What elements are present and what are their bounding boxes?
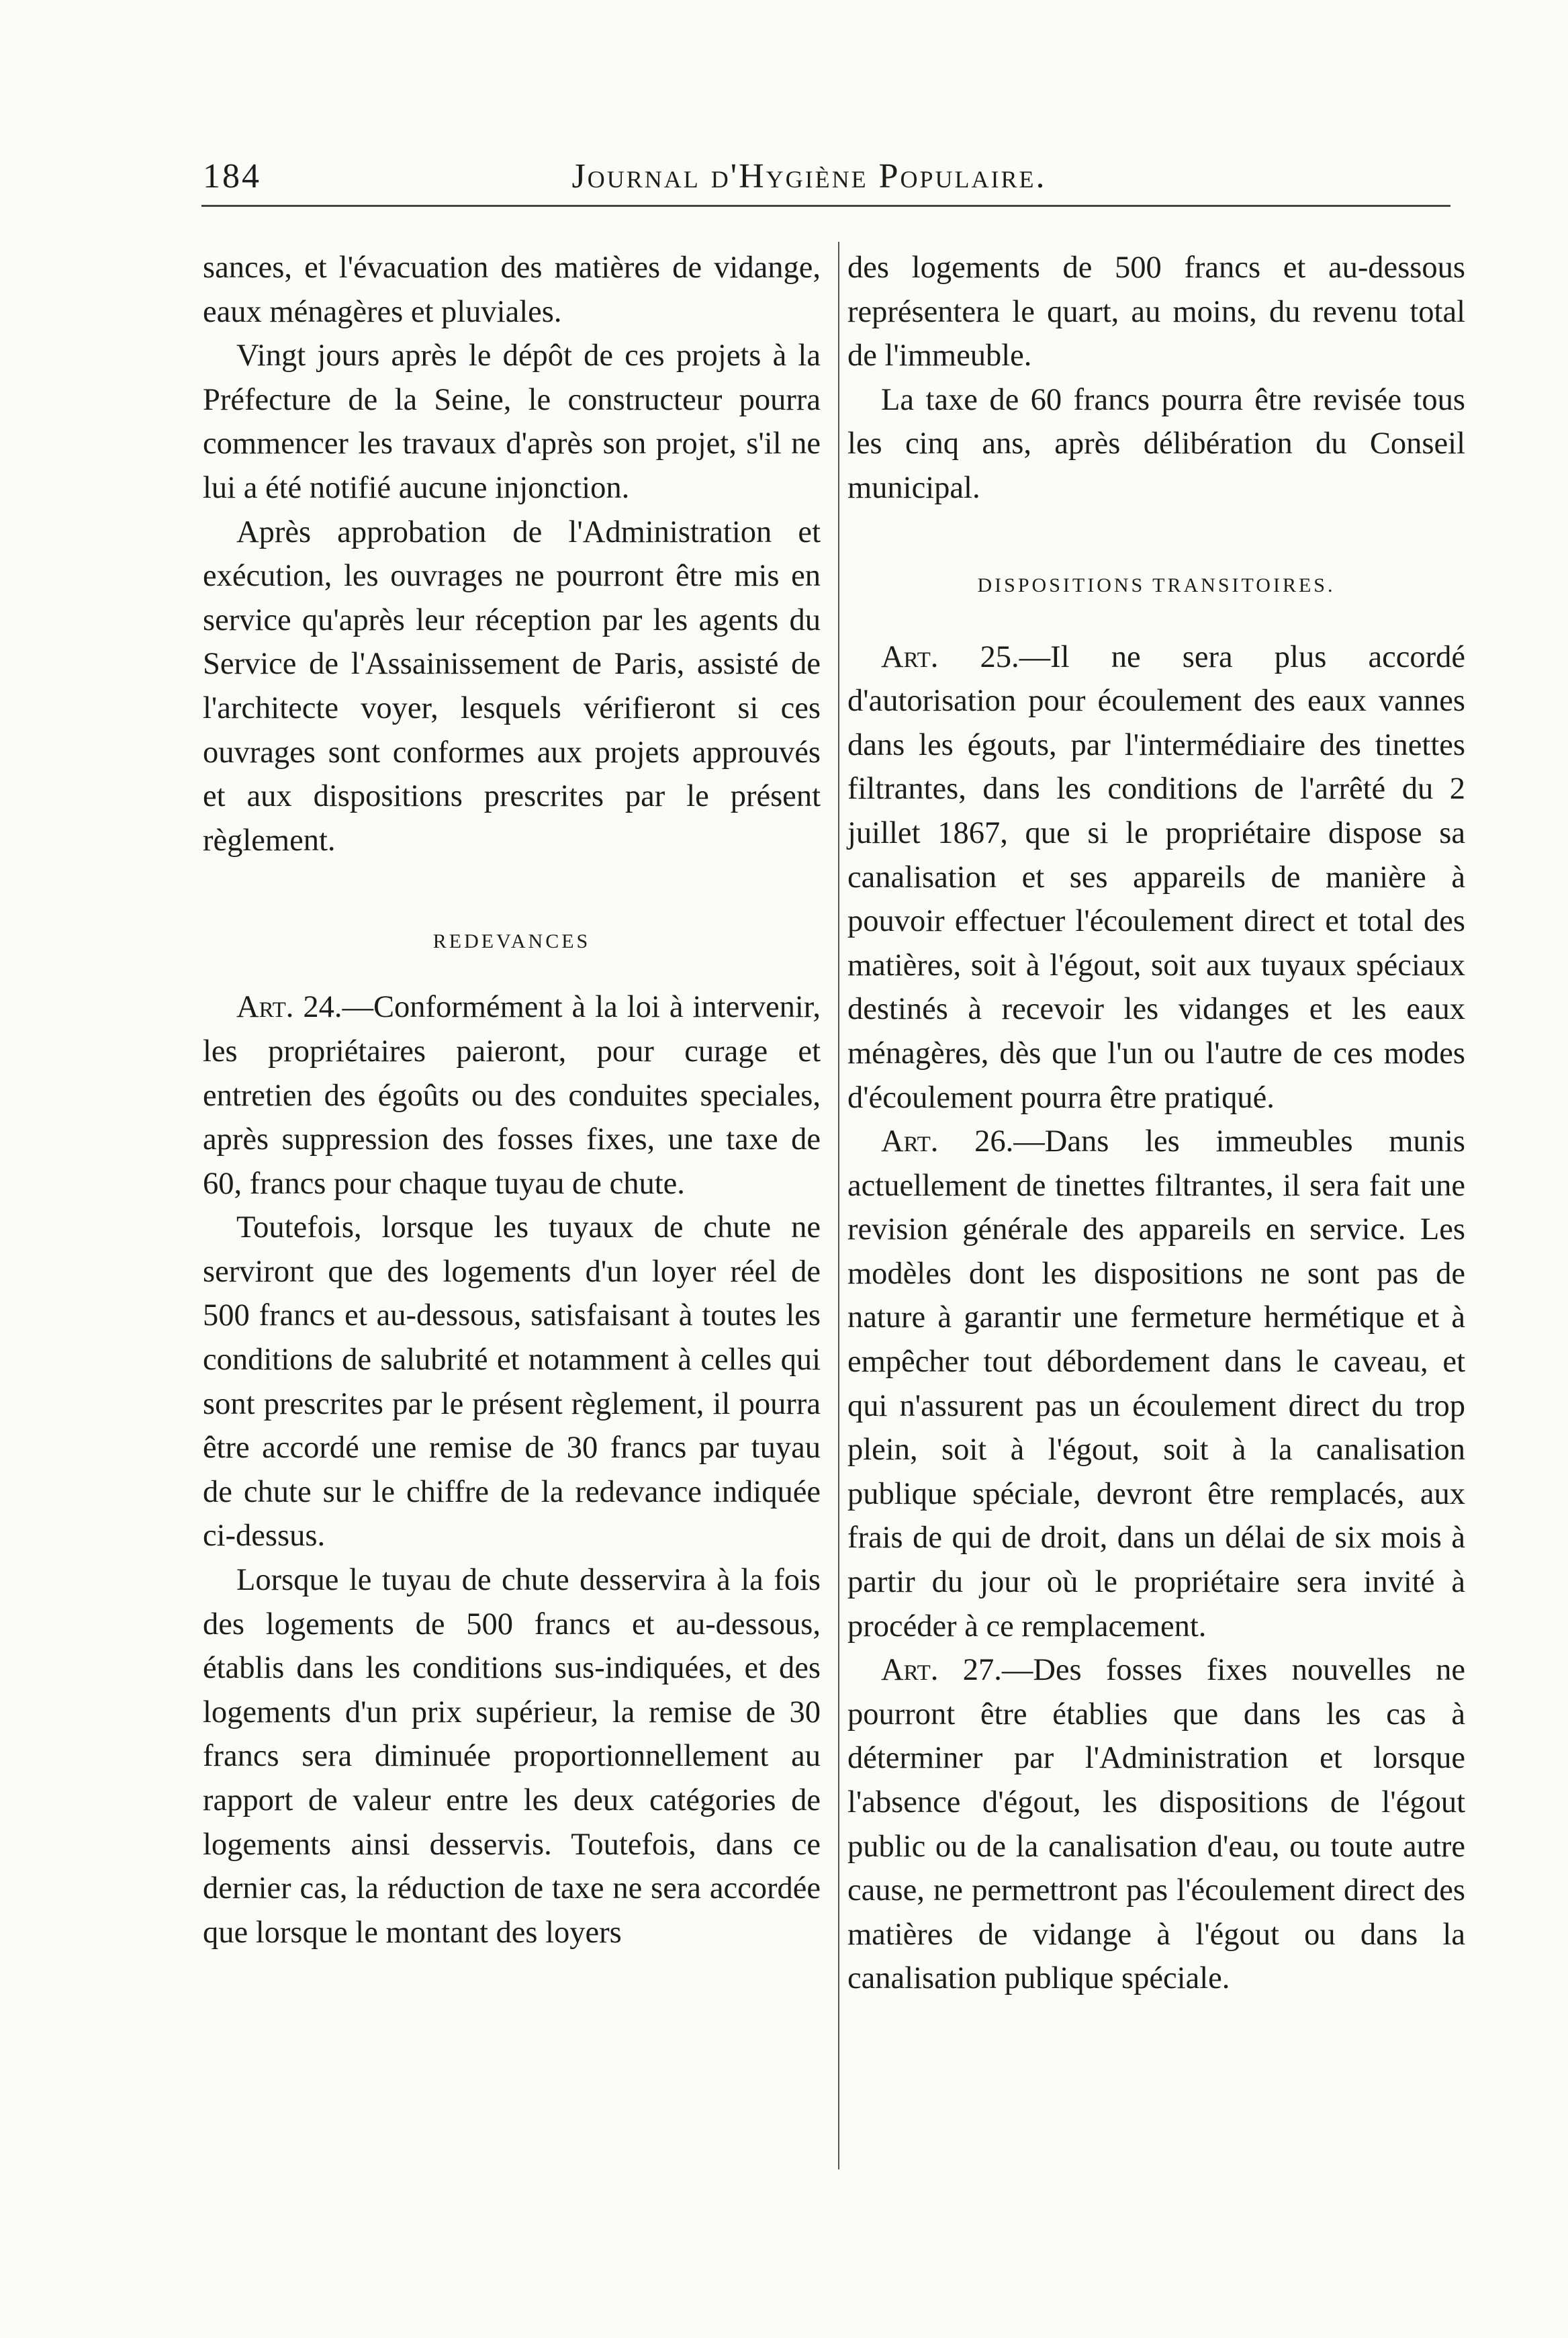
article-27-text: —Des fosses fixes nouvelles ne pourront être établies que dans les cas à déterminer par l'Administration et lorsque l'absence d'égout, les dispositions de l'égout public ou de la canalisation d'eau, ou toute autre cause, ne permettront pas l'écoulement direct des matières de vidange à l'égout ou dans la canalisation publique spéciale. (847, 1653, 1465, 1996)
paragraph-taxe-revision: La taxe de 60 francs pourra être revisée tous les cinq ans, après délibération du Conseil municipal. (847, 382, 1465, 505)
left-column (203, 246, 821, 1954)
header-rule (201, 205, 1450, 207)
article-25 (847, 635, 1465, 1120)
right-column (847, 246, 1465, 2001)
paragraph-mixed-logements: Lorsque le tuyau de chute desservira à la fois des logements de 500 francs et au-dessous, établis dans les conditions sus-indiquées, et des logements d'un prix supérieur, la remise de 30 francs sera diminuée proportionnellement au rapport de valeur entre les deux catégories de logements ainsi desservis. Toutefois, dans ce dernier cas, la réduction de taxe ne sera accordée que lorsque le montant des loyers (203, 1563, 821, 1950)
page-number: 184 (203, 157, 261, 195)
article-24-label: Art. 24. (236, 990, 342, 1025)
article-24 (203, 985, 821, 1206)
running-header (161, 153, 1457, 200)
article-26-text: —Dans les immeubles munis actuellement de tinettes filtrantes, il sera fait une revision générale des appareils en service. Les modèles dont les dispositions ne sont pas de nature à garantir une fermeture hermétique et à empêcher tout débordement dans le caveau, et qui n'assurent pas un écoulement direct du trop plein, soit à l'égout, soit à la canalisation publique spéciale, devront être remplacés, aux frais de qui de droit, dans un délai de six mois à partir du jour où le propriétaire sera invité à procéder à ce remplacement. (847, 1124, 1465, 1644)
article-27 (847, 1648, 1465, 2001)
article-24-text: —Conformément à la loi à intervenir, les propriétaires paieront, pour curage et entretien des égoûts ou des conduites speciales, après suppression des fosses fixes, une taxe de 60, francs pour chaque tuyau de chute. (203, 990, 821, 1201)
paragraph-continued-right: des logements de 500 francs et au-dessous représentera le quart, au moins, du revenu total de l'immeuble. (847, 251, 1465, 373)
section-heading-dispositions: DISPOSITIONS TRANSITOIRES. (977, 574, 1336, 596)
article-26-label: Art. 26. (881, 1124, 1014, 1159)
article-25-label: Art. 25. (881, 639, 1019, 674)
journal-title: Journal d'Hygiène Populaire. (571, 157, 1047, 195)
column-divider (838, 242, 839, 2169)
section-heading-redevances: REDEVANCES (432, 930, 591, 953)
paragraph-remise: Toutefois, lorsque les tuyaux de chute ne serviront que des logements d'un loyer réel de 500 francs et au-dessous, satisfaisant à toutes les conditions de salubrité et notamment à celles qui sont prescrites par le présent règlement, il pourra être accordé une remise de 30 francs par tuyau de chute sur le chiffre de la redevance indiquée ci-dessus. (203, 1210, 821, 1554)
paragraph-approval: Après approbation de l'Administration et exécution, les ouvrages ne pourront être mis en service qu'après leur réception par les agents du Service de l'Assainissement de Paris, assisté de l'architecte voyer, lesquels vérifieront si ces ouvrages sont conformes aux projets approuvés et aux dispositions prescrites par le présent règlement. (203, 514, 821, 858)
paragraph-continued: sances, et l'évacuation des matières de vidange, eaux ménagères et pluviales. (203, 251, 821, 329)
article-25-text: —Il ne sera plus accordé d'autorisation pour écoulement des eaux vannes dans les égouts, par l'intermédiaire des tinettes filtrantes, dans les conditions de l'arrêté du 2 juillet 1867, que si le propriétaire dispose sa canalisation et ses appareils de manière à pouvoir effectuer l'écoulement direct et total des matières, soit à l'égout, soit aux tuyaux spéciaux destinés à recevoir les vidanges et les eaux ménagères, dès que l'un ou l'autre de ces modes d'écoulement pourra être pratiqué. (847, 639, 1465, 1115)
article-26 (847, 1120, 1465, 1648)
article-27-label: Art. 27. (881, 1653, 1002, 1688)
paragraph-construction-delay: Vingt jours après le dépôt de ces projets à la Préfecture de la Seine, le constructeur pourra commencer les travaux d'après son projet, s'il ne lui a été notifié aucune injonction. (203, 339, 821, 505)
